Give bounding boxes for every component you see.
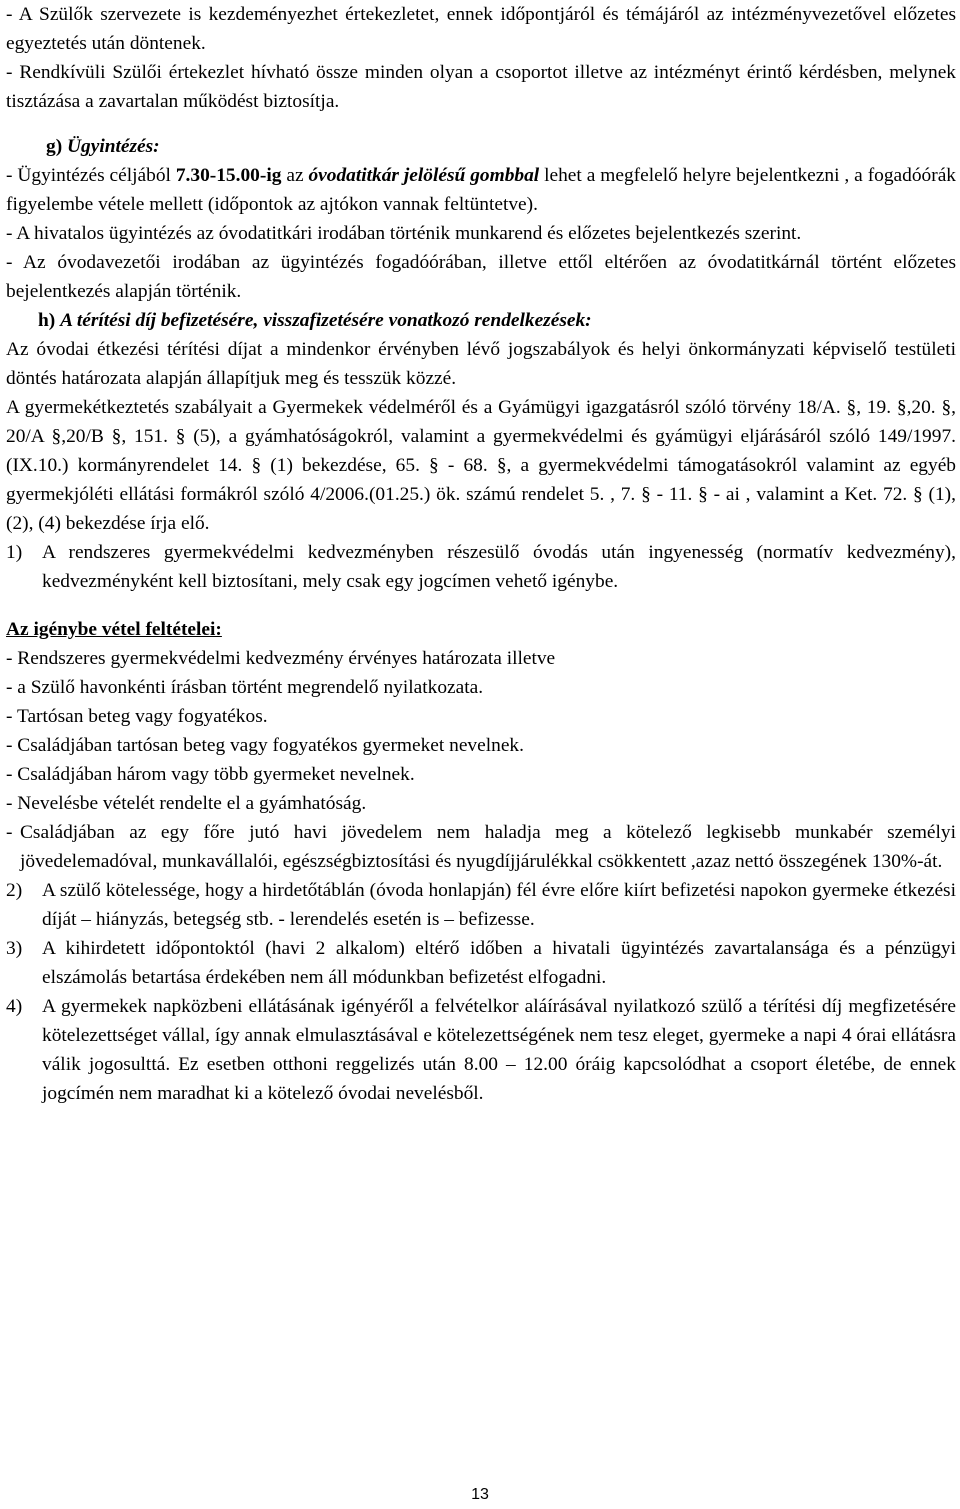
- item-number: 4): [6, 996, 23, 1017]
- condition-item: - Nevelésbe vételét rendelte el a gyámhatóság.: [6, 793, 367, 814]
- condition-item: - Tartósan beteg vagy fogyatékos.: [6, 706, 268, 727]
- numbered-item-2: [6, 876, 956, 934]
- item-number: 1): [6, 542, 23, 563]
- condition-item: - Családjában tartósan beteg vagy fogyatékos gyermeket nevelnek.: [6, 735, 524, 756]
- section-g-hours: 7.30-15.00-ig: [175, 165, 282, 186]
- document-page: [6, 0, 956, 1108]
- section-g-p1-e: lehet a megfelelő helyre bejelentkezni , a fogadóórák figyelembe vétele mellett (időpontok az ajtókon vannak feltüntetve).: [6, 165, 956, 215]
- numbered-item-4: [6, 992, 956, 1108]
- section-g-p1-a: - Ügyintézés céljából: [6, 165, 176, 186]
- condition-text: Családjában az egy főre jutó havi jövedelem nem haladja meg a kötelező legkisebb munkabér személyi jövedelemadóval, munkavállalói, egészségbiztosítási és nyugdíjjárulékkal csökkentett ,azaz nettó összegének 130%-át.: [20, 822, 956, 872]
- section-g-paragraph-3: - Az óvodavezetői irodában az ügyintézés fogadóórában, illetve ettől eltérően az óvodatitkárnál történt előzetes bejelentkezés alapján történik.: [6, 252, 956, 302]
- condition-item-last: - Családjában az egy főre jutó havi jövedelem nem haladja meg a kötelező legkisebb munkabér személyi jövedelemadóval, munkavállalói, egészségbiztosítási és nyugdíjjárulékkal csökkentett ,azaz nettó összegének 130%-át.: [6, 818, 956, 876]
- intro-paragraph-1: - A Szülők szervezete is kezdeményezhet értekezletet, ennek időpontjáról és témájáról az intézményvezetővel előzetes egyeztetés után döntenek.: [6, 4, 956, 54]
- numbered-item-3: [6, 934, 956, 992]
- condition-item: - Rendszeres gyermekvédelmi kedvezmény érvényes határozata illetve: [6, 648, 556, 669]
- section-g-paragraph-1: [6, 161, 956, 219]
- section-g-title: Ügyintézés:: [67, 136, 160, 157]
- section-h-paragraph-2: A gyermekétkeztetés szabályait a Gyermekek védelméről és a Gyámügyi igazgatásról szóló törvény 18/A. §, 19. §,20. §, 20/A §,20/B §, 151. § (5), a gyámhatóságokról, valamint a gyermekvédelmi és gyámügyi eljárásáról szóló 149/1997. (IX.10.) kormányrendelet 14. § (1) bekezdése, 65. § - 68. §, a gyermekvédelmi támogatásokról valamint az egyéb gyermekjóléti ellátási formákról szóló 4/2006.(01.25.) ök. számú rendelet 5. , 7. § - 11. § - ai , valamint a Ket. 72. § (1), (2), (4) bekezdése írja elő.: [6, 397, 956, 534]
- condition-item: - a Szülő havonkénti írásban történt megrendelő nyilatkozata.: [6, 677, 484, 698]
- numbered-item-1: [6, 538, 956, 596]
- section-h-heading: [6, 306, 956, 335]
- section-g-letter: g): [46, 136, 63, 157]
- item-number: 2): [6, 880, 23, 901]
- section-g-p1-c: az: [281, 165, 309, 186]
- item-text: A kihirdetett időpontoktól (havi 2 alkalom) eltérő időben a hivatali ügyintézés zavartalansága és a pénzügyi elszámolás betartása érdekében nem áll módunkban befizetést elfogadni.: [42, 938, 956, 988]
- item-text: A szülő kötelessége, hogy a hirdetőtáblán (óvoda honlapján) fél évre előre kiírt befizetési napokon gyermeke étkezési díját – hiányzás, betegség stb. - lerendelés esetén is – befizesse.: [42, 880, 956, 930]
- section-g-paragraph-2: - A hivatalos ügyintézés az óvodatitkári irodában történik munkarend és előzetes bejelentkezés szerint.: [6, 223, 802, 244]
- page-number: 13: [471, 1486, 489, 1503]
- section-h-paragraph-1: Az óvodai étkezési térítési díjat a mindenkor érvényben lévő jogszabályok és helyi önkormányzati képviselő testületi döntés határozata alapján állapítjuk meg és tesszük közzé.: [6, 339, 956, 389]
- section-g-button-ref: óvodatitkár jelölésű gombbal: [308, 165, 540, 186]
- section-g-heading: [6, 132, 956, 161]
- item-text: A rendszeres gyermekvédelmi kedvezményben részesülő óvodás után ingyenesség (normatív kedvezmény), kedvezményként kell biztosítani, mely csak egy jogcímen vehető igénybe.: [42, 542, 956, 592]
- item-number: 3): [6, 938, 23, 959]
- intro-paragraph-2: - Rendkívüli Szülői értekezlet hívható össze minden olyan a csoportot illetve az intézményt érintő kérdésben, melynek tisztázása a zavartalan működést biztosítja.: [6, 62, 956, 112]
- condition-item: - Családjában három vagy több gyermeket nevelnek.: [6, 764, 415, 785]
- conditions-title: Az igénybe vétel feltételei:: [6, 619, 222, 640]
- section-h-letter: h): [38, 310, 56, 331]
- item-text: A gyermekek napközbeni ellátásának igényéről a felvételkor aláírásával nyilatkozó szülő a térítési díj megfizetésére kötelezettséget vállal, így annak elmulasztásával e kötelezettségének nem tesz eleget, gyermeke a napi 4 órai ellátásra válik jogosulttá. Ez esetben otthoni reggelizés után 8.00 – 12.00 óráig kapcsolódhat a csoport életébe, de ennek jogcímén nem maradhat ki a kötelező óvodai nevelésből.: [42, 996, 956, 1104]
- section-h-title: A térítési díj befizetésére, visszafizetésére vonatkozó rendelkezések:: [60, 310, 592, 331]
